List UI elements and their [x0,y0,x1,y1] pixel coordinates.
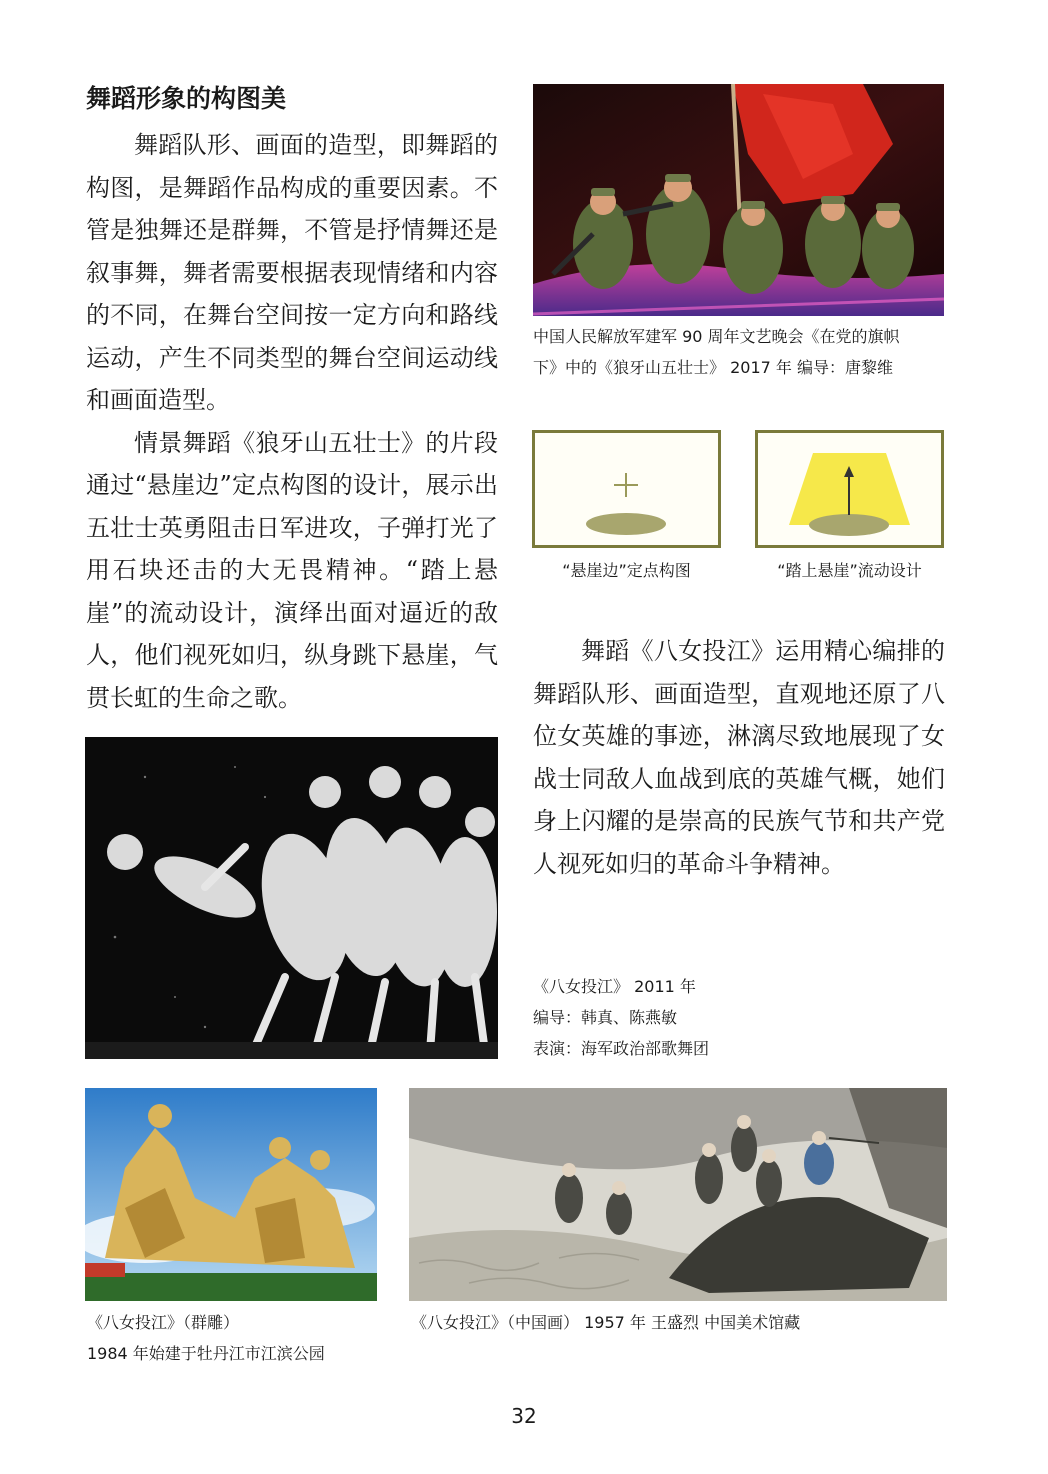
langya-dance-illustration [533,84,944,316]
fixed-point-illustration [535,433,718,545]
left-column-text [86,124,498,719]
flow-design-illustration [758,433,941,545]
paragraph-composition: 舞蹈队形、画面的造型，即舞蹈的构图，是舞蹈作品构成的重要因素。不管是独舞还是群舞，不管是抒情舞还是叙事舞，舞者需要根据表现情绪和内容的不同，在舞台空间按一定方向和路线运动，产生不同类型的舞台空间运动线和画面造型。 [86,131,498,414]
painting-photo [409,1088,947,1301]
paragraph-bany: 舞蹈《八女投江》运用精心编排的舞蹈队形、画面造型，直观地还原了八位女英雄的事迹，淋漓尽致地展现了女战士同敌人血战到底的英雄气概，她们身上闪耀的是崇高的民族气节和共产党人视死如归的革命斗争精神。 [533,637,945,878]
caption-line: 下》中的《狼牙山五壮士》 2017 年 编导：唐黎维 [533,358,893,377]
flow-design-caption: “踏上悬崖”流动设计 [777,561,922,580]
langya-photo-caption [533,321,900,383]
caption-line: 《八女投江》（中国画） 1957 年 王盛烈 中国美术馆藏 [411,1313,801,1332]
paragraph-langya: 情景舞蹈《狼牙山五壮士》的片段通过“悬崖边”定点构图的设计，展示出五壮士英勇阻击日军进攻，子弹打光了用石块还击的大无畏精神。“踏上悬崖”的流动设计，演绎出面对逼近的敌人，他们视死如归，纵身跳下悬崖，气贯长虹的生命之歌。 [86,428,498,712]
right-column-text [533,630,945,885]
caption-line: 《八女投江》 2011 年 [533,977,696,996]
bany-dance-illustration [85,737,498,1059]
bany-dance-photo [85,737,498,1059]
fixed-point-caption: “悬崖边”定点构图 [562,561,691,580]
sculpture-photo [85,1088,377,1301]
caption-line: 中国人民解放军建军 90 周年文艺晚会《在党的旗帜 [533,327,900,346]
page-number: 32 [511,1404,537,1428]
sculpture-illustration [85,1088,377,1301]
fixed-point-diagram [532,430,721,548]
bany-dance-caption [533,971,709,1064]
painting-illustration [409,1088,947,1301]
caption-line: 表演：海军政治部歌舞团 [533,1039,710,1058]
caption-line: 《八女投江》（群雕） [87,1313,240,1332]
section-heading: 舞蹈形象的构图美 [86,84,287,113]
caption-line: 编导：韩真、陈燕敏 [533,1008,678,1027]
caption-line: 1984 年始建于牡丹江市江滨公园 [87,1344,325,1363]
sculpture-caption [87,1307,325,1369]
flow-design-diagram [755,430,944,548]
painting-caption [411,1307,800,1338]
langya-dance-photo [533,84,944,316]
